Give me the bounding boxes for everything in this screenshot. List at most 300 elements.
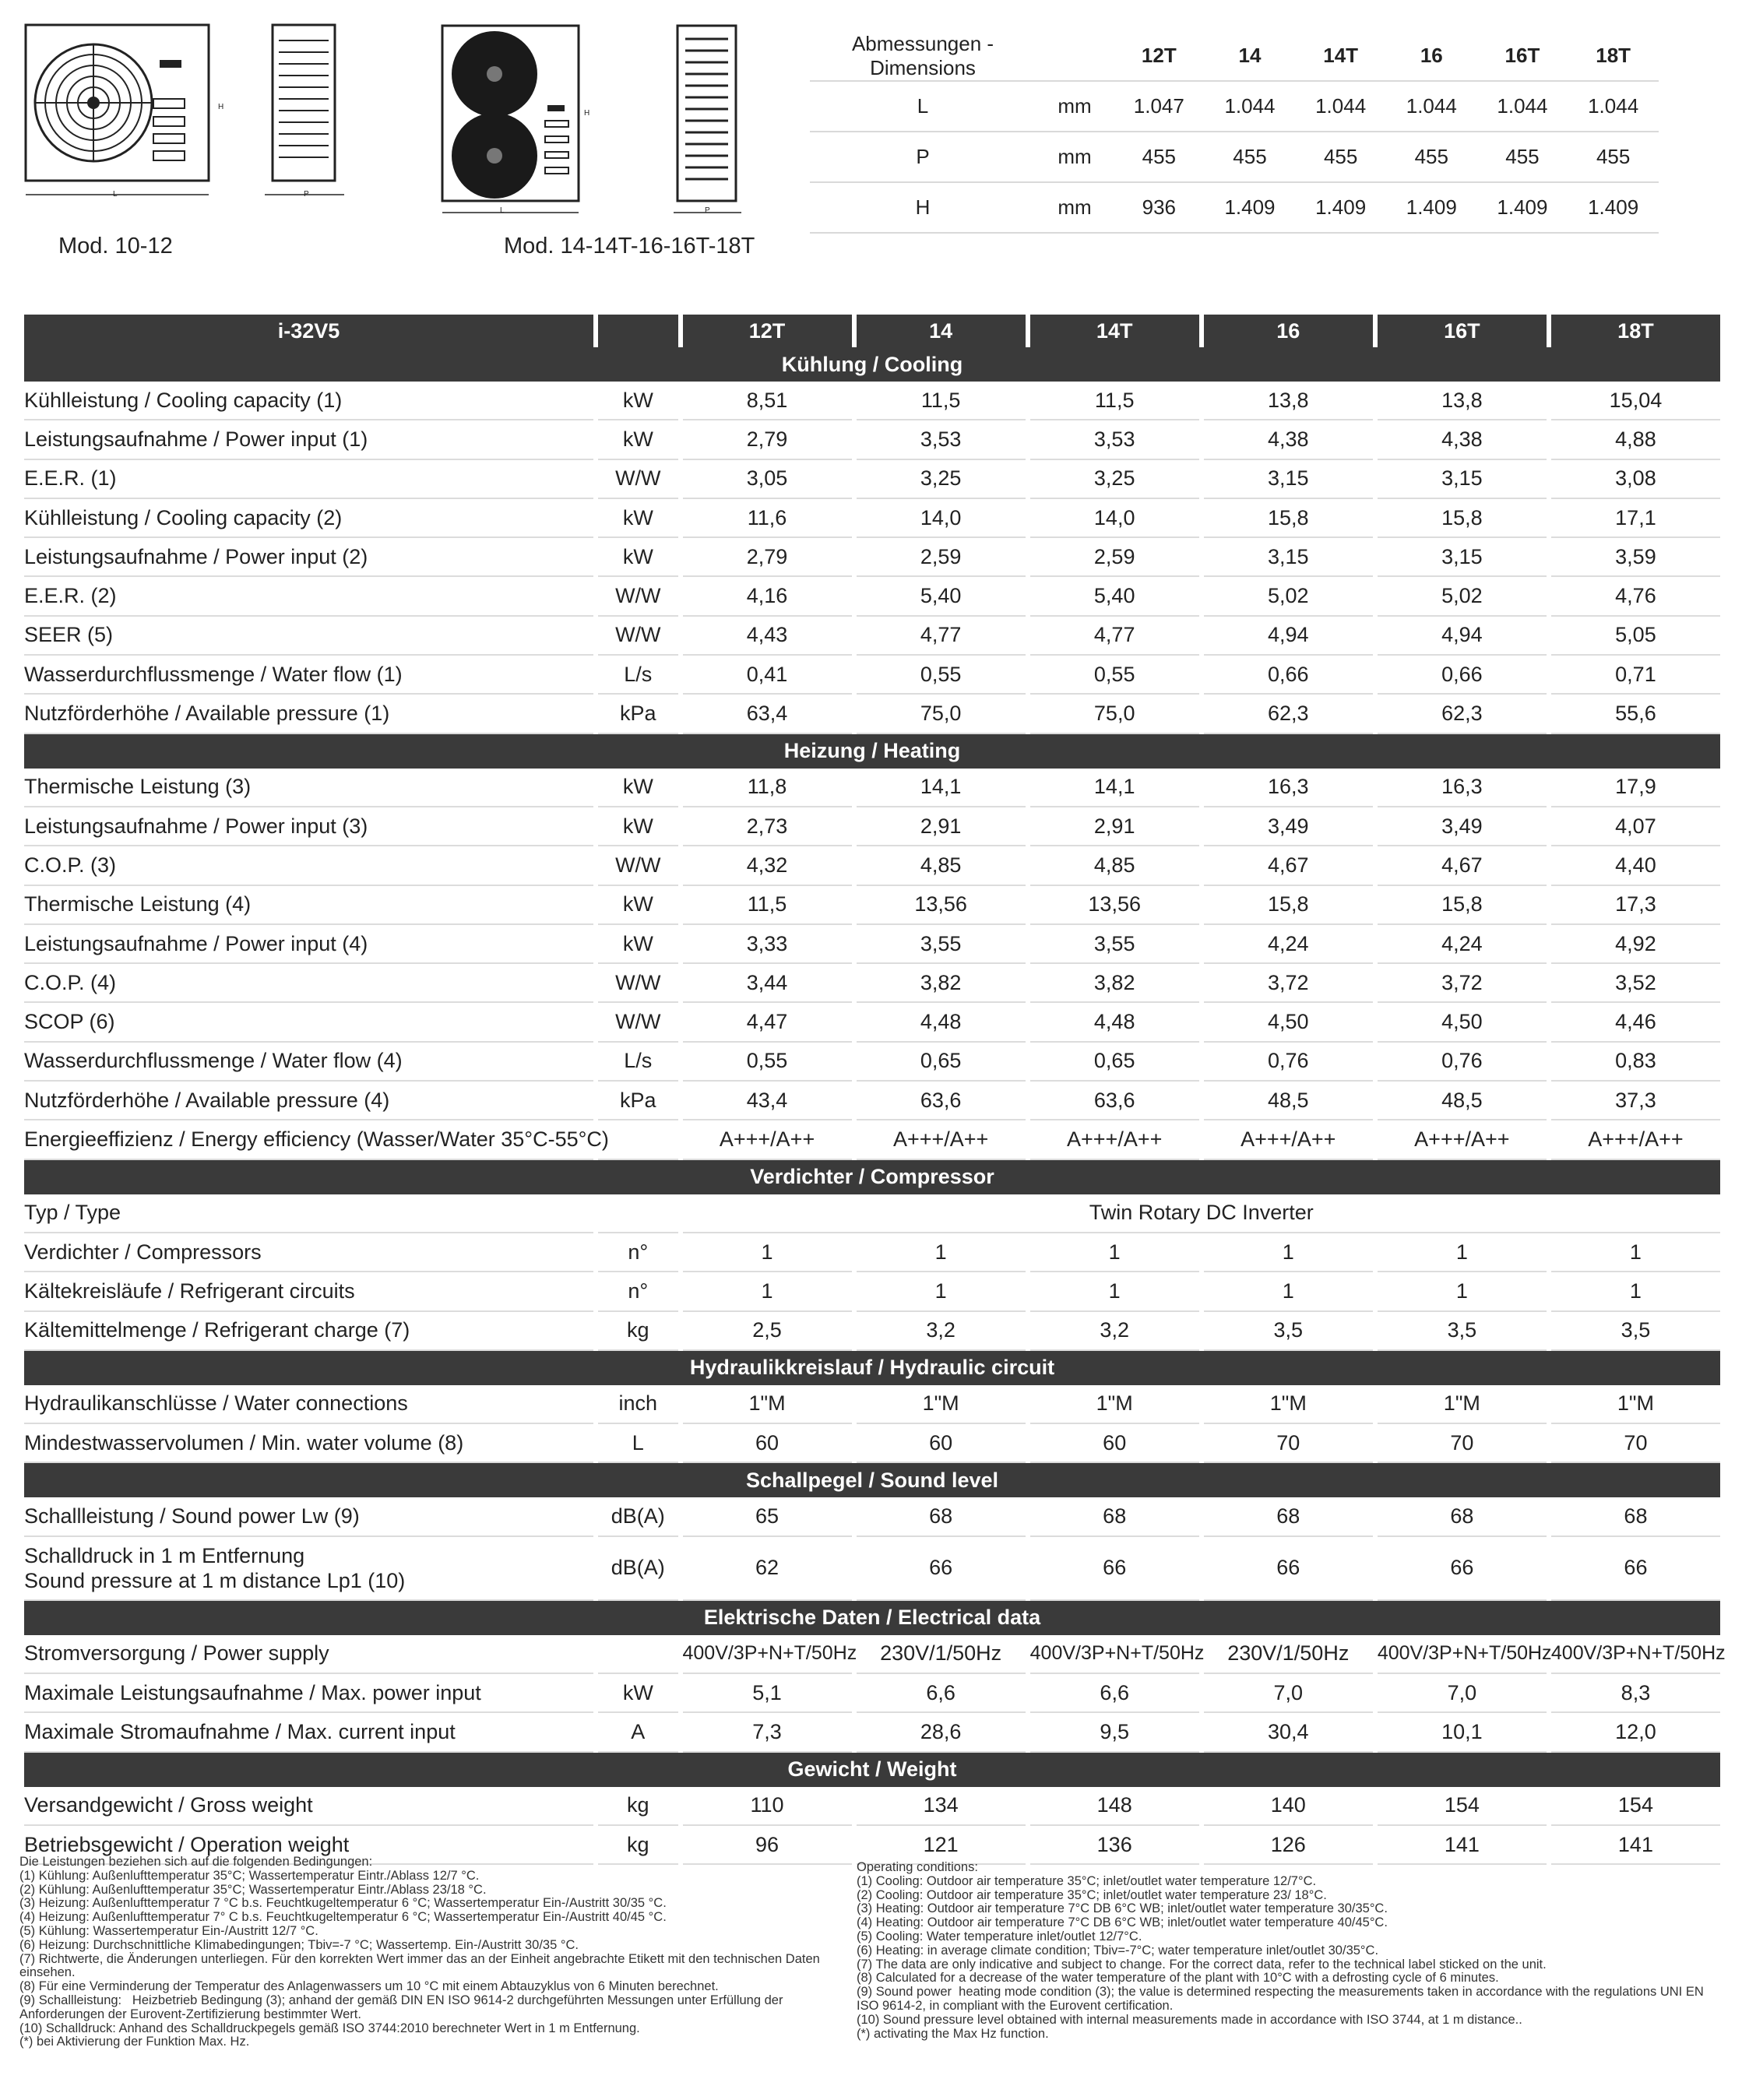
row-value: 14,0 bbox=[857, 499, 1026, 538]
row-value: 28,6 bbox=[857, 1713, 1026, 1752]
row-value: 48,5 bbox=[1378, 1082, 1547, 1120]
dimensions-value: 936 bbox=[1114, 182, 1205, 233]
row-value: 141 bbox=[1551, 1826, 1720, 1865]
row-value: 4,32 bbox=[683, 846, 852, 885]
dimensions-unit: mm bbox=[1036, 182, 1114, 233]
dimensions-title: Abmessungen - Dimensions bbox=[810, 31, 1036, 81]
spec-row bbox=[24, 1120, 1720, 1159]
row-value: 62,3 bbox=[1204, 695, 1373, 733]
row-label: Maximale Stromaufnahme / Max. current input bbox=[24, 1713, 593, 1752]
dimensions-value: 1.044 bbox=[1477, 81, 1568, 132]
row-value: 8,51 bbox=[683, 382, 852, 420]
dim-P-large: P bbox=[705, 206, 710, 215]
row-label: Leistungsaufnahme / Power input (3) bbox=[24, 807, 593, 846]
spec-row bbox=[24, 656, 1720, 695]
row-value: 4,76 bbox=[1551, 577, 1720, 616]
row-label: Betriebsgewicht / Operation weight bbox=[24, 1826, 593, 1865]
row-value: 4,38 bbox=[1204, 420, 1373, 459]
row-value: 13,56 bbox=[857, 886, 1026, 925]
row-value: 0,65 bbox=[1030, 1043, 1199, 1082]
row-value: 6,6 bbox=[1030, 1674, 1199, 1713]
row-value: 15,8 bbox=[1204, 886, 1373, 925]
dim-L-small: L bbox=[113, 190, 118, 199]
row-value: 1 bbox=[857, 1233, 1026, 1272]
row-value: 3,08 bbox=[1551, 460, 1720, 499]
row-value: 60 bbox=[857, 1424, 1026, 1463]
row-value: A+++/A++ bbox=[1204, 1120, 1373, 1159]
row-value: 48,5 bbox=[1204, 1082, 1373, 1120]
row-label: E.E.R. (1) bbox=[24, 460, 593, 499]
row-value: 4,48 bbox=[857, 1003, 1026, 1042]
row-label: C.O.P. (3) bbox=[24, 846, 593, 885]
row-value: 70 bbox=[1204, 1424, 1373, 1463]
row-value: 8,3 bbox=[1551, 1674, 1720, 1713]
row-unit: inch bbox=[598, 1385, 677, 1424]
row-value: 5,02 bbox=[1204, 577, 1373, 616]
footnote-line: (6) Heating: in average climate condition; Tbiv=-7°C; water temperature inlet/outlet 30/35°C. bbox=[857, 1943, 1379, 1958]
row-value: 4,50 bbox=[1378, 1003, 1547, 1042]
row-value: 4,77 bbox=[1030, 617, 1199, 656]
row-value: 2,79 bbox=[683, 538, 852, 577]
spec-row bbox=[24, 846, 1720, 885]
row-value: 4,94 bbox=[1204, 617, 1373, 656]
row-value: 66 bbox=[1204, 1537, 1373, 1601]
row-unit: W/W bbox=[598, 617, 677, 656]
dimensions-value: 1.044 bbox=[1386, 81, 1477, 132]
footnote-line: (*) bei Aktivierung der Funktion Max. Hz. bbox=[19, 2035, 250, 2049]
row-value: 3,33 bbox=[683, 925, 852, 964]
spec-row bbox=[24, 499, 1720, 538]
row-unit: kg bbox=[598, 1787, 677, 1826]
dimensions-model: 16 bbox=[1386, 31, 1477, 81]
dim-P-small: P bbox=[304, 190, 309, 199]
row-label: C.O.P. (4) bbox=[24, 964, 593, 1003]
row-value: 1 bbox=[1030, 1272, 1199, 1311]
section-header bbox=[24, 1463, 1720, 1497]
unit-header bbox=[598, 315, 677, 347]
row-value: 4,38 bbox=[1378, 420, 1547, 459]
row-label: E.E.R. (2) bbox=[24, 577, 593, 616]
footnotes-german bbox=[19, 1856, 857, 2049]
row-value: 11,6 bbox=[683, 499, 852, 538]
footnote-line: (9) Sound power heating mode condition (3); the value is determined respecting the measurements taken in accordance with the regulations UNI EN ISO 9614-2, in compliant with the Eurovent certification. bbox=[857, 1985, 1708, 2013]
footnote-line: Operating conditions: bbox=[857, 1860, 978, 1874]
spec-row bbox=[24, 382, 1720, 420]
row-value: 400V/3P+N+T/50Hz bbox=[1030, 1635, 1199, 1674]
row-value: 66 bbox=[1551, 1537, 1720, 1601]
row-value: 0,76 bbox=[1378, 1043, 1547, 1082]
row-value: 3,52 bbox=[1551, 964, 1720, 1003]
row-value: 0,71 bbox=[1551, 656, 1720, 695]
footnote-line: (1) Kühlung: Außenlufttemperatur 35°C; Wassertemperatur Eintr./Ablass 12/7 °C. bbox=[19, 1868, 480, 1883]
footnote-line: (5) Cooling: Water temperature inlet/outlet 12/7°C. bbox=[857, 1929, 1142, 1943]
row-unit: kPa bbox=[598, 695, 677, 733]
footnote-line: (4) Heizung: Außenlufttemperatur 7° C b.s. Feuchtkugeltemperatur 6 °C; Wassertemperatur Ein-/Austritt 40/45 °C. bbox=[19, 1910, 667, 1925]
row-value: 66 bbox=[1030, 1537, 1199, 1601]
row-value: 4,77 bbox=[857, 617, 1026, 656]
row-value: 3,2 bbox=[857, 1312, 1026, 1351]
row-value: 65 bbox=[683, 1497, 852, 1536]
spec-row bbox=[24, 1635, 1720, 1674]
row-value: 1 bbox=[1030, 1233, 1199, 1272]
row-value: 15,04 bbox=[1551, 382, 1720, 420]
row-value: 2,59 bbox=[1030, 538, 1199, 577]
row-value: 12,0 bbox=[1551, 1713, 1720, 1752]
row-value: 68 bbox=[1551, 1497, 1720, 1536]
dimensions-label: P bbox=[810, 132, 1036, 182]
dim-L-large: L bbox=[500, 206, 505, 215]
row-value: 3,5 bbox=[1378, 1312, 1547, 1351]
row-value: 1"M bbox=[857, 1385, 1026, 1424]
footnote-line: (7) The data are only indicative and subject to change. For the correct data, refer to the technical label sticked on the unit. bbox=[857, 1957, 1547, 1972]
dim-H-small: H bbox=[218, 103, 224, 111]
row-value: 1 bbox=[1378, 1233, 1547, 1272]
row-value: 2,59 bbox=[857, 538, 1026, 577]
row-value: 3,15 bbox=[1378, 460, 1547, 499]
dimensions-model: 14T bbox=[1295, 31, 1386, 81]
row-label: Kühlleistung / Cooling capacity (1) bbox=[24, 382, 593, 420]
row-value: 4,46 bbox=[1551, 1003, 1720, 1042]
section-header bbox=[24, 1160, 1720, 1194]
row-value: 7,0 bbox=[1378, 1674, 1547, 1713]
row-value: 1 bbox=[857, 1272, 1026, 1311]
section-header bbox=[24, 1351, 1720, 1385]
section-title: Kühlung / Cooling bbox=[24, 347, 1720, 382]
row-value: 4,24 bbox=[1204, 925, 1373, 964]
spec-row bbox=[24, 1312, 1720, 1351]
row-value: 11,5 bbox=[1030, 382, 1199, 420]
row-value: 154 bbox=[1551, 1787, 1720, 1826]
row-unit: kg bbox=[598, 1826, 677, 1865]
row-unit: kW bbox=[598, 1674, 677, 1713]
row-value: 4,24 bbox=[1378, 925, 1547, 964]
row-value: 400V/3P+N+T/50Hz bbox=[1378, 1635, 1547, 1674]
spec-row bbox=[24, 1082, 1720, 1120]
row-value: 66 bbox=[857, 1537, 1026, 1601]
footnote-line: (3) Heizung: Außenlufttemperatur 7 °C b.s. Feuchtkugeltemperatur 6 °C; Wassertemperatur Ein-/Austritt 30/35 °C. bbox=[19, 1896, 667, 1911]
row-value: 400V/3P+N+T/50Hz bbox=[683, 1635, 852, 1674]
row-value: 3,59 bbox=[1551, 538, 1720, 577]
spec-row bbox=[24, 1787, 1720, 1826]
drawing-small-side bbox=[257, 17, 358, 204]
dimensions-value: 1.409 bbox=[1295, 182, 1386, 233]
row-value: 14,1 bbox=[857, 769, 1026, 807]
row-value: 154 bbox=[1378, 1787, 1547, 1826]
dimensions-row bbox=[810, 81, 1659, 132]
model-header: 18T bbox=[1551, 315, 1720, 347]
footnote-line: (7) Richtwerte, die Änderungen unterliegen. Für den korrekten Wert immer das an der Einheit angebrachte Etikett mit den technischen Daten einsehen. bbox=[19, 1951, 824, 1980]
row-label: Kältekreisläufe / Refrigerant circuits bbox=[24, 1272, 593, 1311]
row-value: 4,07 bbox=[1551, 807, 1720, 846]
model-header: 14T bbox=[1030, 315, 1199, 347]
dimensions-row bbox=[810, 182, 1659, 233]
dimensions-model: 12T bbox=[1114, 31, 1205, 81]
row-value: 0,66 bbox=[1378, 656, 1547, 695]
row-label: Kältemittelmenge / Refrigerant charge (7) bbox=[24, 1312, 593, 1351]
product-name: i-32V5 bbox=[24, 315, 593, 347]
drawing-small-front bbox=[19, 17, 222, 204]
row-value: A+++/A++ bbox=[683, 1120, 852, 1159]
footnote-line: (6) Heizung: Durchschnittliche Klimabedingungen; Tbiv=-7 °C; Wassertemp. Ein-/Austritt 30/35 °C. bbox=[19, 1937, 579, 1952]
row-label: Verdichter / Compressors bbox=[24, 1233, 593, 1272]
row-value: 68 bbox=[1204, 1497, 1373, 1536]
footnote-line: (3) Heating: Outdoor air temperature 7°C DB 6°C WB; inlet/outlet water temperature 30/35°C. bbox=[857, 1901, 1388, 1916]
row-value: A+++/A++ bbox=[1551, 1120, 1720, 1159]
dimensions-value: 455 bbox=[1386, 132, 1477, 182]
dimensions-value: 455 bbox=[1477, 132, 1568, 182]
row-unit: n° bbox=[598, 1233, 677, 1272]
row-unit: kW bbox=[598, 925, 677, 964]
section-header bbox=[24, 734, 1720, 769]
row-value: 75,0 bbox=[857, 695, 1026, 733]
row-value: 70 bbox=[1551, 1424, 1720, 1463]
model-header: 16T bbox=[1378, 315, 1547, 347]
row-value: 11,8 bbox=[683, 769, 852, 807]
model-header: 12T bbox=[683, 315, 852, 347]
row-unit: W/W bbox=[598, 1003, 677, 1042]
row-value: 3,49 bbox=[1204, 807, 1373, 846]
row-value: 15,8 bbox=[1204, 499, 1373, 538]
row-value: 2,91 bbox=[857, 807, 1026, 846]
row-value: 68 bbox=[1030, 1497, 1199, 1536]
dimensions-value: 1.044 bbox=[1295, 81, 1386, 132]
row-value: 70 bbox=[1378, 1424, 1547, 1463]
row-label: Wasserdurchflussmenge / Water flow (1) bbox=[24, 656, 593, 695]
row-value: 68 bbox=[857, 1497, 1026, 1536]
row-value: 62 bbox=[683, 1537, 852, 1601]
section-title: Hydraulikkreislauf / Hydraulic circuit bbox=[24, 1351, 1720, 1385]
spec-row bbox=[24, 1272, 1720, 1311]
row-value: 4,94 bbox=[1378, 617, 1547, 656]
row-unit: kW bbox=[598, 769, 677, 807]
row-label: Typ / Type bbox=[24, 1194, 593, 1233]
row-value: 4,92 bbox=[1551, 925, 1720, 964]
row-unit: n° bbox=[598, 1272, 677, 1311]
spec-row bbox=[24, 886, 1720, 925]
row-unit: L/s bbox=[598, 656, 677, 695]
row-label: Energieeffizienz / Energy efficiency (Wasser/Water 35°C-55°C) bbox=[24, 1120, 593, 1159]
row-label: SEER (5) bbox=[24, 617, 593, 656]
row-value: 1 bbox=[1204, 1233, 1373, 1272]
row-value: 43,4 bbox=[683, 1082, 852, 1120]
dimensions-unit-header bbox=[1036, 31, 1114, 81]
drawing-large-side bbox=[670, 19, 748, 222]
spec-row bbox=[24, 420, 1720, 459]
row-label: Nutzförderhöhe / Available pressure (1) bbox=[24, 695, 593, 733]
section-title: Schallpegel / Sound level bbox=[24, 1463, 1720, 1497]
row-value: 3,05 bbox=[683, 460, 852, 499]
row-value: 3,53 bbox=[1030, 420, 1199, 459]
row-value: 3,55 bbox=[857, 925, 1026, 964]
dimensions-unit: mm bbox=[1036, 132, 1114, 182]
row-value: 3,44 bbox=[683, 964, 852, 1003]
dimensions-value: 455 bbox=[1205, 132, 1296, 182]
row-value: 63,6 bbox=[1030, 1082, 1199, 1120]
dimensions-label: H bbox=[810, 182, 1036, 233]
row-value: 16,3 bbox=[1204, 769, 1373, 807]
row-value: 1 bbox=[683, 1272, 852, 1311]
row-value: 4,16 bbox=[683, 577, 852, 616]
spec-row bbox=[24, 1713, 1720, 1752]
row-value-span: Twin Rotary DC Inverter bbox=[683, 1194, 1721, 1233]
row-value: 60 bbox=[1030, 1424, 1199, 1463]
model-header: 14 bbox=[857, 315, 1026, 347]
dimensions-value: 1.044 bbox=[1205, 81, 1296, 132]
row-value: 2,91 bbox=[1030, 807, 1199, 846]
row-value: 37,3 bbox=[1551, 1082, 1720, 1120]
footnote-line: (5) Kühlung: Wassertemperatur Ein-/Austritt 12/7 °C. bbox=[19, 1923, 318, 1938]
row-value: 3,25 bbox=[1030, 460, 1199, 499]
row-value: 3,5 bbox=[1204, 1312, 1373, 1351]
row-label: Hydraulikanschlüsse / Water connections bbox=[24, 1385, 593, 1424]
row-value: 17,1 bbox=[1551, 499, 1720, 538]
row-value: 136 bbox=[1030, 1826, 1199, 1865]
specification-table bbox=[19, 315, 1725, 1865]
row-value: 3,25 bbox=[857, 460, 1026, 499]
row-value: 7,0 bbox=[1204, 1674, 1373, 1713]
row-label: Wasserdurchflussmenge / Water flow (4) bbox=[24, 1043, 593, 1082]
spec-row bbox=[24, 769, 1720, 807]
model-caption-small: Mod. 10-12 bbox=[58, 234, 173, 259]
row-label: Maximale Leistungsaufnahme / Max. power input bbox=[24, 1674, 593, 1713]
row-unit: kW bbox=[598, 807, 677, 846]
row-value: 4,50 bbox=[1204, 1003, 1373, 1042]
row-value: 0,76 bbox=[1204, 1043, 1373, 1082]
row-value: 2,5 bbox=[683, 1312, 852, 1351]
row-value: 230V/1/50Hz bbox=[1204, 1635, 1373, 1674]
row-value: A+++/A++ bbox=[857, 1120, 1026, 1159]
row-unit: W/W bbox=[598, 460, 677, 499]
dimensions-value: 455 bbox=[1295, 132, 1386, 182]
spec-row bbox=[24, 1424, 1720, 1463]
spec-row bbox=[24, 925, 1720, 964]
section-title: Verdichter / Compressor bbox=[24, 1160, 1720, 1194]
row-value: 0,41 bbox=[683, 656, 852, 695]
spec-row bbox=[24, 1674, 1720, 1713]
row-value: 4,67 bbox=[1378, 846, 1547, 885]
dimensions-header-row bbox=[810, 31, 1659, 81]
row-value: 0,83 bbox=[1551, 1043, 1720, 1082]
section-title: Gewicht / Weight bbox=[24, 1753, 1720, 1787]
footnote-line: (10) Sound pressure level obtained with internal measurements made in accordance with ISO 3744, at 1 m distance.. bbox=[857, 2012, 1522, 2027]
row-unit: A bbox=[598, 1713, 677, 1752]
row-value: 3,82 bbox=[857, 964, 1026, 1003]
row-label: SCOP (6) bbox=[24, 1003, 593, 1042]
row-value: 13,8 bbox=[1204, 382, 1373, 420]
row-value: 5,1 bbox=[683, 1674, 852, 1713]
spec-row bbox=[24, 1194, 1720, 1233]
dimensions-unit: mm bbox=[1036, 81, 1114, 132]
row-value: 55,6 bbox=[1551, 695, 1720, 733]
section-header bbox=[24, 1601, 1720, 1635]
row-label: Leistungsaufnahme / Power input (2) bbox=[24, 538, 593, 577]
section-title: Heizung / Heating bbox=[24, 734, 1720, 769]
row-value: 1"M bbox=[1378, 1385, 1547, 1424]
row-unit: dB(A) bbox=[598, 1537, 677, 1601]
row-value: 66 bbox=[1378, 1537, 1547, 1601]
row-value: 0,66 bbox=[1204, 656, 1373, 695]
row-value: 121 bbox=[857, 1826, 1026, 1865]
model-header: 16 bbox=[1204, 315, 1373, 347]
dimensions-value: 1.409 bbox=[1386, 182, 1477, 233]
row-value: 3,5 bbox=[1551, 1312, 1720, 1351]
row-label bbox=[24, 1537, 593, 1601]
row-value: 14,0 bbox=[1030, 499, 1199, 538]
dimensions-model: 14 bbox=[1205, 31, 1296, 81]
row-value: 9,5 bbox=[1030, 1713, 1199, 1752]
section-header bbox=[24, 347, 1720, 382]
row-value: 3,55 bbox=[1030, 925, 1199, 964]
row-value: 7,3 bbox=[683, 1713, 852, 1752]
spec-row bbox=[24, 964, 1720, 1003]
footnote-line: (8) Für eine Verminderung der Temperatur des Anlagenwassers um 10 °C mit einem Abtauzyklus von 6 Minuten berechnet. bbox=[19, 1979, 719, 1994]
footnotes-english bbox=[857, 1861, 1721, 2041]
row-value: 2,79 bbox=[683, 420, 852, 459]
spec-row bbox=[24, 1497, 1720, 1536]
dimensions-value: 1.044 bbox=[1568, 81, 1659, 132]
row-value: 2,73 bbox=[683, 807, 852, 846]
row-label: Schallleistung / Sound power Lw (9) bbox=[24, 1497, 593, 1536]
row-unit: kPa bbox=[598, 1082, 677, 1120]
row-value: 4,43 bbox=[683, 617, 852, 656]
row-value: 63,6 bbox=[857, 1082, 1026, 1120]
row-value: 4,85 bbox=[857, 846, 1026, 885]
dimensions-value: 1.409 bbox=[1477, 182, 1568, 233]
row-value: 68 bbox=[1378, 1497, 1547, 1536]
footnote-line: (*) activating the Max Hz function. bbox=[857, 2026, 1049, 2041]
row-value: 17,9 bbox=[1551, 769, 1720, 807]
row-value: 96 bbox=[683, 1826, 852, 1865]
footnote-line: (9) Schallleistung: Heizbetrieb Bedingung (3); anhand der gemäß DIN EN ISO 9614-2 durchgeführten Messungen unter Erfüllung der Anforderungen der Eurovent-Zertifizierung bestimmter Wert. bbox=[19, 1993, 787, 2021]
dimensions-model: 16T bbox=[1477, 31, 1568, 81]
row-label-line: Schalldruck in 1 m Entfernung bbox=[24, 1543, 305, 1567]
row-value: 4,67 bbox=[1204, 846, 1373, 885]
row-value: 5,05 bbox=[1551, 617, 1720, 656]
dimensions-row bbox=[810, 132, 1659, 182]
row-unit: W/W bbox=[598, 577, 677, 616]
footnote-line: (4) Heating: Outdoor air temperature 7°C DB 6°C WB; inlet/outlet water temperature 40/45°C. bbox=[857, 1915, 1388, 1930]
model-caption-large: Mod. 14-14T-16-16T-18T bbox=[504, 234, 755, 259]
footnote-line: (8) Calculated for a decrease of the water temperature of the plant with 10°C with a defrosting cycle of 6 minutes. bbox=[857, 1971, 1499, 1986]
row-value: 4,47 bbox=[683, 1003, 852, 1042]
row-value: 15,8 bbox=[1378, 886, 1547, 925]
spec-row bbox=[24, 538, 1720, 577]
row-label: Leistungsaufnahme / Power input (1) bbox=[24, 420, 593, 459]
row-value: 230V/1/50Hz bbox=[857, 1635, 1026, 1674]
dim-H-large: H bbox=[584, 109, 590, 118]
spec-row bbox=[24, 695, 1720, 733]
row-unit: kW bbox=[598, 538, 677, 577]
row-value: 13,56 bbox=[1030, 886, 1199, 925]
row-value: 148 bbox=[1030, 1787, 1199, 1826]
spec-row bbox=[24, 1043, 1720, 1082]
row-label: Thermische Leistung (3) bbox=[24, 769, 593, 807]
row-value: 5,02 bbox=[1378, 577, 1547, 616]
row-value: 17,3 bbox=[1551, 886, 1720, 925]
spec-row bbox=[24, 460, 1720, 499]
row-value: 3,53 bbox=[857, 420, 1026, 459]
row-value: 0,55 bbox=[683, 1043, 852, 1082]
row-value: 11,5 bbox=[683, 886, 852, 925]
footnote-line: (10) Schalldruck: Anhand des Schalldruckpegels gemäß ISO 3744:2010 berechneter Wert in 1 m Entfernung. bbox=[19, 2021, 640, 2035]
row-value: 15,8 bbox=[1378, 499, 1547, 538]
spec-row bbox=[24, 1537, 1720, 1601]
row-value: 110 bbox=[683, 1787, 852, 1826]
row-unit: kg bbox=[598, 1312, 677, 1351]
dimensions-value: 455 bbox=[1114, 132, 1205, 182]
dimensions-value: 1.409 bbox=[1568, 182, 1659, 233]
row-value: 126 bbox=[1204, 1826, 1373, 1865]
